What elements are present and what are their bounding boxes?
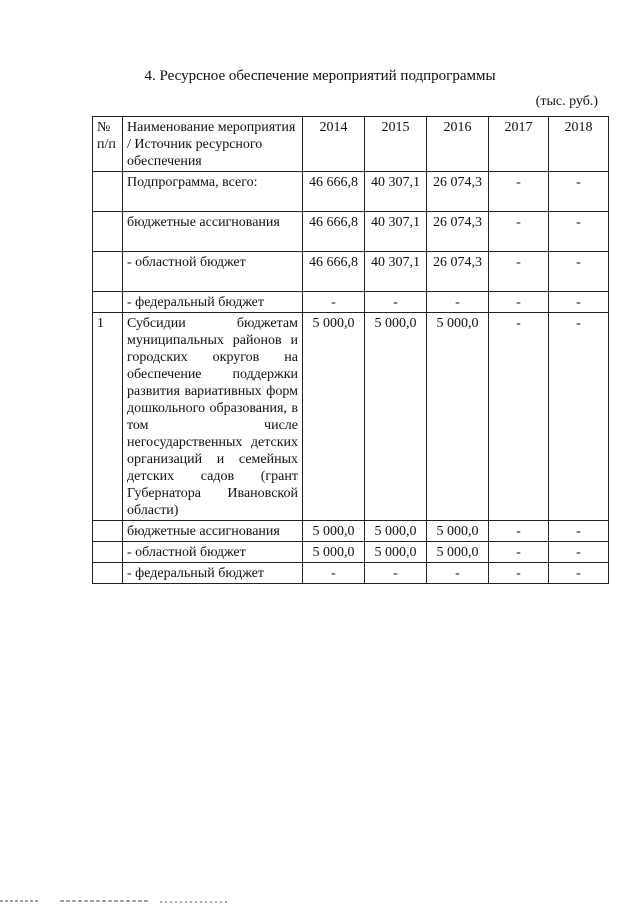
row-value: - xyxy=(549,542,609,563)
row-value: 5 000,0 xyxy=(427,521,489,542)
row-num xyxy=(93,252,123,292)
row-value: - xyxy=(427,292,489,313)
header-year: 2017 xyxy=(489,117,549,172)
row-name: - федеральный бюджет xyxy=(123,292,303,313)
row-name: - федеральный бюджет xyxy=(123,563,303,584)
table-row xyxy=(93,212,609,252)
row-value: - xyxy=(549,313,609,521)
row-value: - xyxy=(489,563,549,584)
row-num xyxy=(93,521,123,542)
row-value: - xyxy=(489,212,549,252)
row-name: бюджетные ассигнования xyxy=(123,521,303,542)
table-row xyxy=(93,172,609,212)
row-value: 5 000,0 xyxy=(303,521,365,542)
table-row xyxy=(93,252,609,292)
header-name: Наименование мероприятия / Источник ресурсного обеспечения xyxy=(123,117,303,172)
row-value: 46 666,8 xyxy=(303,172,365,212)
row-value: - xyxy=(365,292,427,313)
row-value: 26 074,3 xyxy=(427,212,489,252)
row-name: Подпрограмма, всего: xyxy=(123,172,303,212)
row-value: - xyxy=(549,563,609,584)
header-year: 2016 xyxy=(427,117,489,172)
row-num xyxy=(93,542,123,563)
units-label: (тыс. руб.) xyxy=(535,94,598,109)
row-value: - xyxy=(427,563,489,584)
header-year: 2015 xyxy=(365,117,427,172)
row-value: 40 307,1 xyxy=(365,212,427,252)
row-value: 46 666,8 xyxy=(303,252,365,292)
header-year: 2014 xyxy=(303,117,365,172)
row-value: - xyxy=(549,521,609,542)
row-num xyxy=(93,563,123,584)
row-value: 5 000,0 xyxy=(365,542,427,563)
row-value: 5 000,0 xyxy=(365,313,427,521)
row-num: 1 xyxy=(93,313,123,521)
row-value: - xyxy=(549,212,609,252)
row-value: - xyxy=(549,252,609,292)
row-value: 26 074,3 xyxy=(427,172,489,212)
row-value: - xyxy=(489,521,549,542)
row-name: - областной бюджет xyxy=(123,542,303,563)
row-value: 5 000,0 xyxy=(303,313,365,521)
row-value: 5 000,0 xyxy=(427,542,489,563)
row-name: бюджетные ассигнования xyxy=(123,212,303,252)
row-value: - xyxy=(303,563,365,584)
table-row xyxy=(93,542,609,563)
resource-table xyxy=(92,116,609,584)
row-value: 5 000,0 xyxy=(303,542,365,563)
row-value: - xyxy=(489,292,549,313)
table-row xyxy=(93,563,609,584)
row-value: 46 666,8 xyxy=(303,212,365,252)
row-value: 40 307,1 xyxy=(365,172,427,212)
row-value: - xyxy=(489,252,549,292)
row-value: - xyxy=(365,563,427,584)
row-value: - xyxy=(489,542,549,563)
row-value: 5 000,0 xyxy=(365,521,427,542)
header-year: 2018 xyxy=(549,117,609,172)
row-value: - xyxy=(489,172,549,212)
row-num xyxy=(93,172,123,212)
row-value: - xyxy=(549,172,609,212)
row-value: 5 000,0 xyxy=(427,313,489,521)
row-value: - xyxy=(549,292,609,313)
row-num xyxy=(93,212,123,252)
row-value: - xyxy=(489,313,549,521)
table-row xyxy=(93,313,609,521)
row-value: - xyxy=(303,292,365,313)
header-num: № п/п xyxy=(93,117,123,172)
row-value: 40 307,1 xyxy=(365,252,427,292)
row-num xyxy=(93,292,123,313)
row-value: 26 074,3 xyxy=(427,252,489,292)
table-row xyxy=(93,292,609,313)
row-name: - областной бюджет xyxy=(123,252,303,292)
row-name: Субсидии бюджетам муниципальных районов и городских округов на обеспечение поддержки развития вариативных форм дошкольного образования, в том числе негосударственных детских организаций и семейных детских садов (грант Губернатора Ивановской области) xyxy=(123,313,303,521)
table-row xyxy=(93,521,609,542)
scan-edge-marks xyxy=(0,893,640,905)
table-header-row xyxy=(93,117,609,172)
section-heading: 4. Ресурсное обеспечение мероприятий подпрограммы xyxy=(144,68,496,84)
